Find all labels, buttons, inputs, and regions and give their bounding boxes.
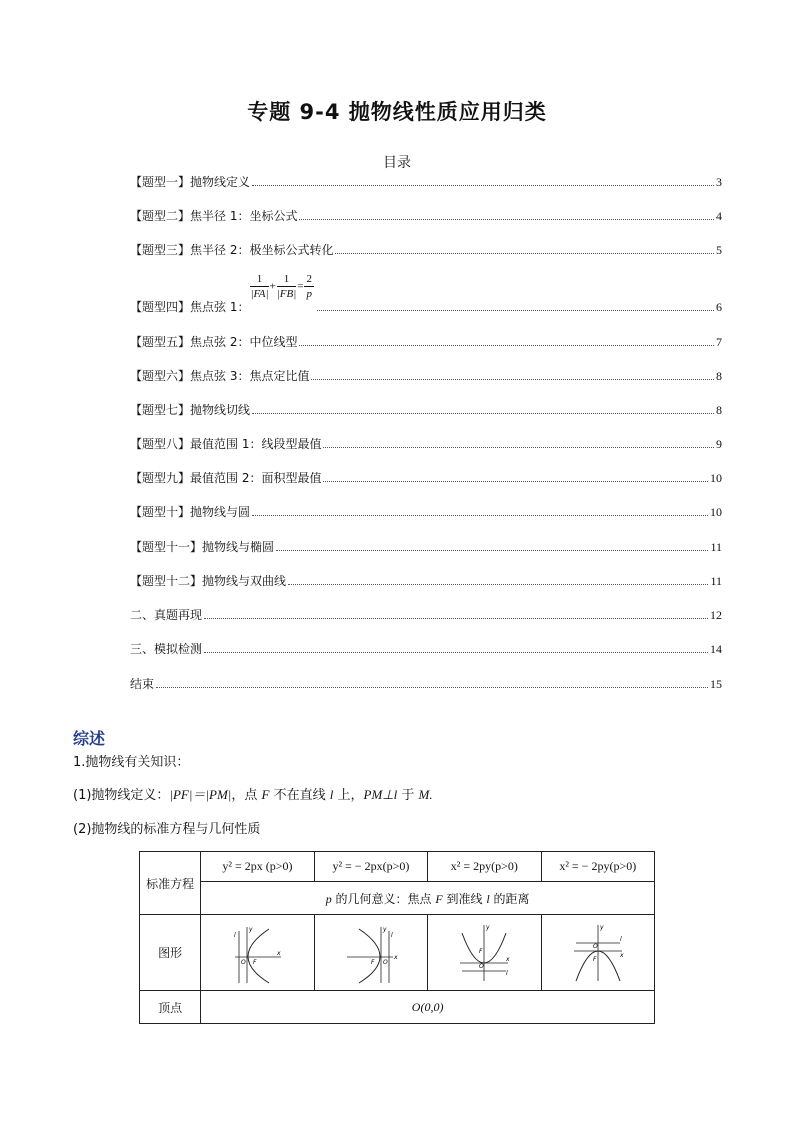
p-meaning-cell: p 的几何意义：焦点 F 到准线 l 的距离 xyxy=(201,882,655,915)
axis-label-x: x xyxy=(506,955,510,963)
toc-page-number: 12 xyxy=(710,608,722,622)
toc-page-number: 5 xyxy=(716,243,722,257)
toc-page-number: 8 xyxy=(716,403,722,417)
axis-label-x: x xyxy=(277,949,282,957)
equation-cell: y² = 2px (p>0) xyxy=(201,852,314,882)
fraction xyxy=(250,272,268,301)
toc-item[interactable] xyxy=(130,206,722,224)
toc-item-label: 【题型五】焦点弦 2：中位线型 xyxy=(130,335,298,349)
parabola-right-graph xyxy=(227,921,287,985)
parabola-up-graph xyxy=(454,921,514,985)
toc-leader-dots xyxy=(299,344,714,346)
toc-item-label: 【题型十二】抛物线与双曲线 xyxy=(130,574,287,588)
toc-leader-dots xyxy=(323,446,714,448)
equation-cell: x² = − 2py(p>0) xyxy=(541,852,654,882)
axis-label-y: y xyxy=(599,923,604,931)
graph-cell-left xyxy=(314,915,427,991)
graph-cell-right xyxy=(201,915,314,991)
toc-item-label: 【题型二】焦半径 1：坐标公式 xyxy=(130,209,298,223)
equation-cell: y² = − 2px(p>0) xyxy=(314,852,427,882)
axis-label-y: y xyxy=(249,925,254,933)
toc-page-number: 11 xyxy=(710,574,722,588)
toc-item-label: 【题型八】最值范围 1：线段型最值 xyxy=(130,437,322,451)
fraction-denominator: p xyxy=(306,288,312,300)
row-label-vertex: 顶点 xyxy=(140,991,201,1024)
row-label-graph: 图形 xyxy=(140,915,201,991)
toc-item[interactable] xyxy=(130,240,722,258)
toc-item[interactable] xyxy=(130,674,722,692)
toc-page-number: 14 xyxy=(710,642,722,656)
toc-item-label: 结束 xyxy=(130,677,155,691)
toc-item-label: 【题型七】抛物线切线 xyxy=(130,403,251,417)
toc-item-label: 三、模拟检测 xyxy=(130,642,203,656)
toc-item-label: 【题型三】焦半径 2：极坐标公式转化 xyxy=(130,243,334,257)
toc-leader-dots xyxy=(288,583,708,585)
toc-item-label: 【题型一】抛物线定义 xyxy=(130,175,251,189)
toc-item[interactable] xyxy=(130,502,722,520)
parabola-left-graph xyxy=(341,921,401,985)
paragraph-2: (2)抛物线的标准方程与几何性质 xyxy=(73,822,261,837)
toc-item-label: 【题型四】焦点弦 1： xyxy=(130,300,250,314)
axis-label-x: x xyxy=(619,951,624,959)
origin-label: O xyxy=(241,958,247,966)
toc-item-label: 【题型九】最值范围 2：面积型最值 xyxy=(130,471,322,485)
origin-label: O xyxy=(592,942,598,950)
toc-item[interactable] xyxy=(130,273,722,315)
focus-label: F xyxy=(592,955,597,963)
toc-item-label: 【题型六】焦点弦 3：焦点定比值 xyxy=(130,369,310,383)
focus-label: F xyxy=(370,958,375,966)
origin-label: O xyxy=(382,958,388,966)
axis-label-y: y xyxy=(486,923,490,931)
toc-leader-dots xyxy=(323,480,708,482)
toc-page-number: 7 xyxy=(716,335,722,349)
toc-item[interactable] xyxy=(130,434,722,452)
toc-item[interactable] xyxy=(130,605,722,623)
axis-label-y: y xyxy=(382,925,387,933)
toc-item[interactable] xyxy=(130,172,722,190)
page-title: 专题 9-4 抛物线性质应用归类 xyxy=(247,100,547,124)
toc-leader-dots xyxy=(252,412,714,414)
toc-heading: 目录 xyxy=(383,155,411,171)
graph-cell-up xyxy=(428,915,541,991)
fraction-numerator: 2 xyxy=(306,273,312,285)
plus-sign: + xyxy=(269,280,276,293)
directrix-label: l xyxy=(234,931,237,939)
toc-item[interactable] xyxy=(130,366,722,384)
origin-label: O xyxy=(479,962,485,970)
toc-page-number: 3 xyxy=(716,175,722,189)
fraction-numerator: 1 xyxy=(277,272,297,287)
focus-label: F xyxy=(253,958,257,966)
toc-page-number: 6 xyxy=(716,300,722,314)
graph-cell-down xyxy=(541,915,654,991)
focal-chord-formula xyxy=(249,272,315,301)
toc-leader-dots xyxy=(311,378,714,380)
toc-item[interactable] xyxy=(130,332,722,350)
fraction-denominator: |FB| xyxy=(276,288,297,300)
fraction-numerator: 1 xyxy=(250,272,268,287)
parabola-down-graph xyxy=(568,921,628,985)
fraction-denominator: |FA| xyxy=(250,288,269,300)
parabola-properties-table xyxy=(139,851,655,1024)
toc-page-number: 15 xyxy=(710,677,722,691)
fraction xyxy=(277,272,297,301)
section-heading: 综述 xyxy=(73,729,106,748)
toc-item[interactable] xyxy=(130,537,722,555)
toc-item[interactable] xyxy=(130,468,722,486)
toc-leader-dots xyxy=(276,549,708,551)
axis-label-x: x xyxy=(393,953,398,961)
toc-leader-dots xyxy=(335,252,714,254)
toc-leader-dots xyxy=(204,617,708,619)
fraction xyxy=(304,272,314,301)
row-label-equation: 标准方程 xyxy=(140,852,201,915)
toc-leader-dots xyxy=(299,218,714,220)
toc-item-label: 【题型十一】抛物线与椭圆 xyxy=(130,540,275,554)
toc-item[interactable] xyxy=(130,639,722,657)
toc-page-number: 4 xyxy=(716,209,722,223)
toc-leader-dots xyxy=(204,651,708,653)
toc-page-number: 9 xyxy=(716,437,722,451)
toc-item-label: 【题型十】抛物线与圆 xyxy=(130,505,251,519)
toc-item[interactable] xyxy=(130,571,722,589)
directrix-label: l xyxy=(619,935,622,943)
toc-item[interactable] xyxy=(130,400,722,418)
toc-page-number: 11 xyxy=(710,540,722,554)
paragraph-definition: (1)抛物线定义：|PF|＝|PM|，点 F 不在直线 l 上，PM⊥l 于 M. xyxy=(73,787,433,803)
toc-leader-dots xyxy=(252,514,708,516)
focus-label: F xyxy=(479,947,483,955)
toc-page-number: 8 xyxy=(716,369,722,383)
paragraph-1: 1.抛物线有关知识： xyxy=(73,755,190,770)
toc-leader-dots xyxy=(317,309,714,311)
toc-leader-dots xyxy=(156,686,708,688)
equals-sign: = xyxy=(297,280,304,293)
toc-page-number: 10 xyxy=(710,471,722,485)
vertex-cell: O(0,0) xyxy=(201,991,655,1024)
toc-page-number: 10 xyxy=(710,505,722,519)
directrix-label: l xyxy=(506,969,508,977)
equation-cell: x² = 2py(p>0) xyxy=(428,852,541,882)
directrix-label: l xyxy=(390,931,393,939)
toc-item-label: 二、真题再现 xyxy=(130,608,203,622)
toc-leader-dots xyxy=(252,184,714,186)
